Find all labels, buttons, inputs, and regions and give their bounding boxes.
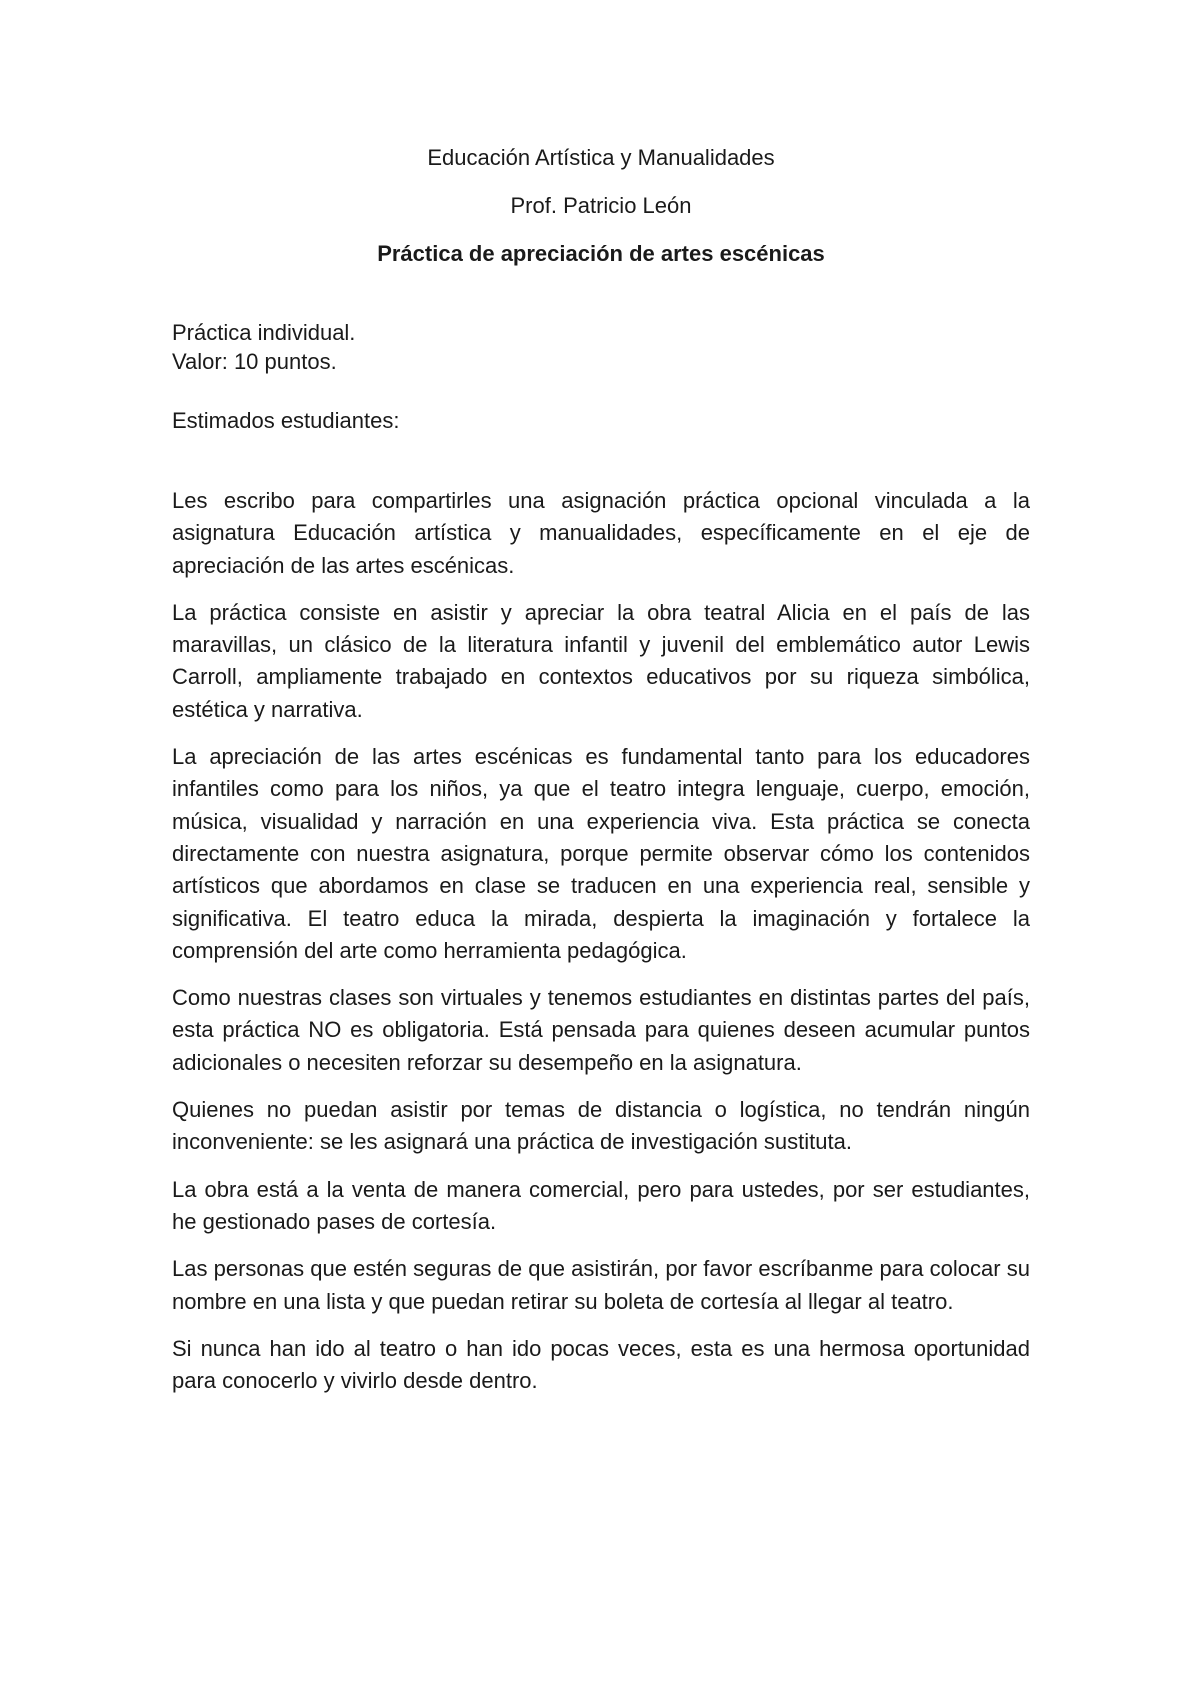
greeting: Estimados estudiantes: [172,408,400,433]
document-title: Práctica de apreciación de artes escénicas [377,241,825,266]
course-name: Educación Artística y Manualidades [427,145,775,170]
letter-body [172,485,1030,1412]
assignment-value: Valor: 10 puntos. [172,349,337,374]
assignment-meta [172,318,355,376]
paragraph-signup: Las personas que estén seguras de que asistirán, por favor escríbanme para colocar su nombre en una lista y que puedan retirar su boleta de cortesía al llegar al teatro. [172,1256,1030,1314]
paragraph-play: La práctica consiste en asistir y apreciar la obra teatral Alicia en el país de las maravillas, un clásico de la literatura infantil y juvenil del emblemático autor Lewis Carroll, ampliamente trabajado en contextos educativos por su riqueza simbólica, estética y narrativa. [172,599,1030,722]
paragraph-tickets: La obra está a la venta de manera comercial, pero para ustedes, por ser estudiantes, he gestionado pases de cortesía. [172,1176,1030,1234]
paragraph-substitute: Quienes no puedan asistir por temas de distancia o logística, no tendrán ningún inconveniente: se les asignará una práctica de investigación sustituta. [172,1097,1030,1155]
paragraph-closing: Si nunca han ido al teatro o han ido pocas veces, esta es una hermosa oportunidad para conocerlo y vivirlo desde dentro. [172,1335,1030,1394]
professor-name: Prof. Patricio León [510,193,692,218]
assignment-type: Práctica individual. [172,320,356,345]
paragraph-importance: La apreciación de las artes escénicas es fundamental tanto para los educadores infantiles como para los niños, ya que el teatro integra lenguaje, cuerpo, emoción, música, visualidad y narración en una experiencia viva. Esta práctica se conecta directamente con nuestra asignatura, porque permite observar cómo los contenidos artísticos que abordamos en clase se traducen en una experiencia real, sensible y significativa. El teatro educa la mirada, despierta la imaginación y fortalece la comprensión del arte como herramienta pedagógica. [172,744,1030,963]
paragraph-optional: Como nuestras clases son virtuales y tenemos estudiantes en distintas partes del país, esta práctica NO es obligatoria. Está pensada para quienes deseen acumular puntos adicionales o necesiten reforzar su desempeño en la asignatura. [172,985,1030,1075]
paragraph-intro: Les escribo para compartirles una asignación práctica opcional vinculada a la asignatura Educación artística y manualidades, específicamente en el eje de apreciación de las artes escénicas. [172,488,1030,578]
